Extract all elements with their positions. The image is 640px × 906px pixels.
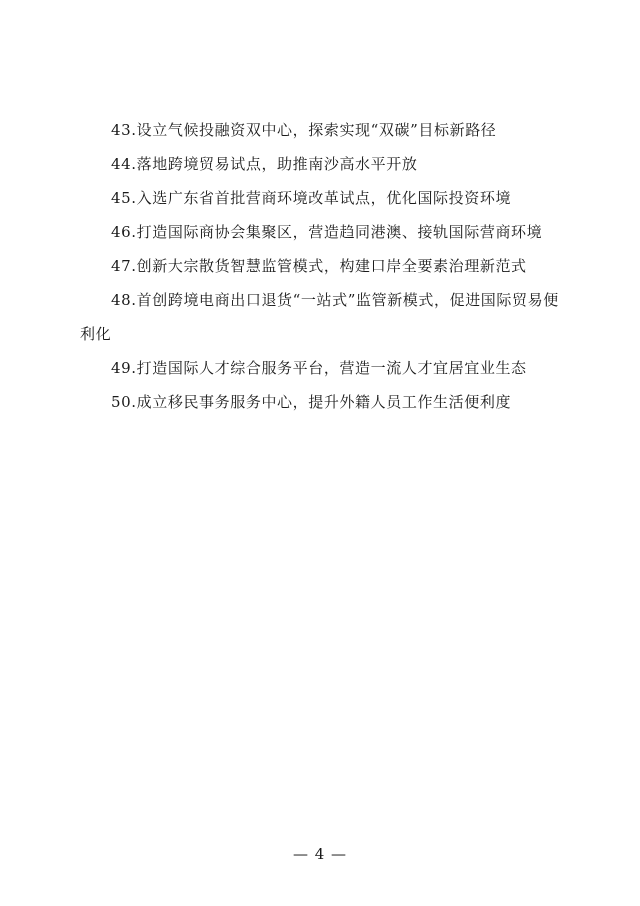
list-item: 43.设立气候投融资双中心，探索实现“双碳”目标新路径 [111,121,497,139]
list-item: 44.落地跨境贸易试点，助推南沙高水平开放 [111,155,418,173]
list-item: 50.成立移民事务服务中心，提升外籍人员工作生活便利度 [111,393,512,411]
list-item: 47.创新大宗散货智慧监管模式，构建口岸全要素治理新范式 [111,257,527,275]
list-item: 48.首创跨境电商出口退货“一站式”监管新模式，促进国际贸易便利化 [80,291,559,343]
item-list [80,113,560,419]
list-item: 45.入选广东省首批营商环境改革试点，优化国际投资环境 [111,189,512,207]
list-item: 46.打造国际商协会集聚区，营造趋同港澳、接轨国际营商环境 [111,223,543,241]
page-number: — 4 — [292,845,348,863]
list-item: 49.打造国际人才综合服务平台，营造一流人才宜居宜业生态 [111,359,527,377]
